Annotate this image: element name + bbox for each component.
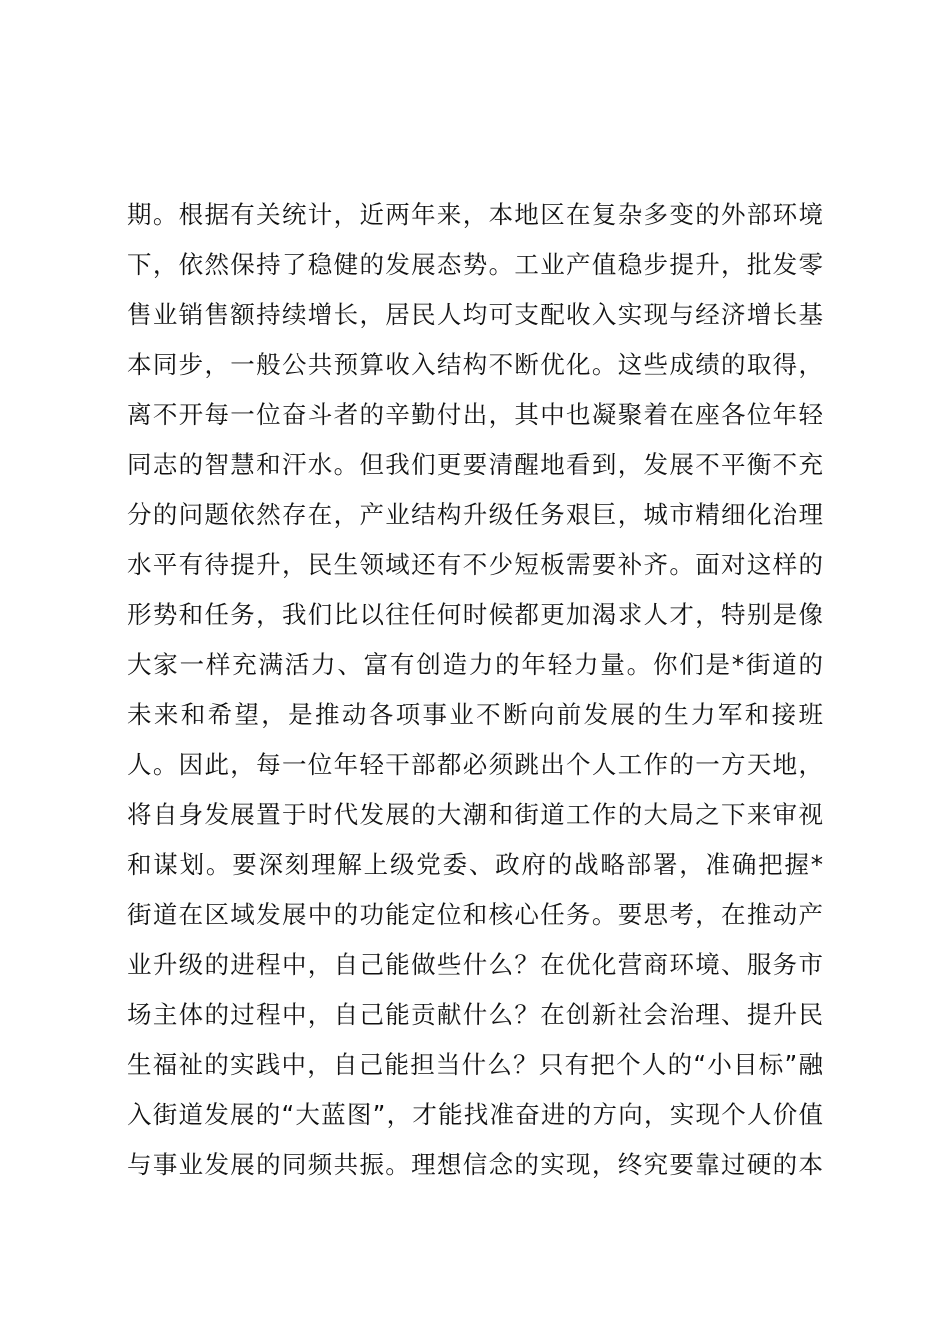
text-line: 下，依然保持了稳健的发展态势。工业产值稳步提升，批发零 xyxy=(127,250,823,279)
text-line: 将自身发展置于时代发展的大潮和街道工作的大局之下来审视 xyxy=(127,800,823,829)
document-body xyxy=(127,190,823,1190)
text-line: 生福祉的实践中，自己能担当什么？只有把个人的“小目标”融 xyxy=(127,1050,823,1079)
text-line: 与事业发展的同频共振。理想信念的实现，终究要靠过硬的本 xyxy=(127,1150,823,1179)
text-line: 大家一样充满活力、富有创造力的年轻力量。你们是*街道的 xyxy=(127,650,823,679)
text-line: 场主体的过程中，自己能贡献什么？在创新社会治理、提升民 xyxy=(127,1000,823,1029)
text-line: 人。因此，每一位年轻干部都必须跳出个人工作的一方天地， xyxy=(127,750,823,779)
text-line: 未来和希望，是推动各项事业不断向前发展的生力军和接班 xyxy=(127,700,823,729)
text-line: 水平有待提升，民生领域还有不少短板需要补齐。面对这样的 xyxy=(127,550,823,579)
text-line: 和谋划。要深刻理解上级党委、政府的战略部署，准确把握* xyxy=(127,850,823,879)
text-line: 形势和任务，我们比以往任何时候都更加渴求人才，特别是像 xyxy=(127,600,823,629)
text-line: 离不开每一位奋斗者的辛勤付出，其中也凝聚着在座各位年轻 xyxy=(127,400,823,429)
text-line: 售业销售额持续增长，居民人均可支配收入实现与经济增长基 xyxy=(127,300,823,329)
text-line: 期。根据有关统计，近两年来，本地区在复杂多变的外部环境 xyxy=(127,200,823,229)
text-line: 分的问题依然存在，产业结构升级任务艰巨，城市精细化治理 xyxy=(127,500,823,529)
text-line: 街道在区域发展中的功能定位和核心任务。要思考，在推动产 xyxy=(127,900,823,929)
text-line: 同志的智慧和汗水。但我们更要清醒地看到，发展不平衡不充 xyxy=(127,450,823,479)
text-line: 业升级的进程中，自己能做些什么？在优化营商环境、服务市 xyxy=(127,950,823,979)
text-line: 入街道发展的“大蓝图”，才能找准奋进的方向，实现个人价值 xyxy=(127,1100,823,1129)
text-line: 本同步，一般公共预算收入结构不断优化。这些成绩的取得， xyxy=(127,350,823,379)
